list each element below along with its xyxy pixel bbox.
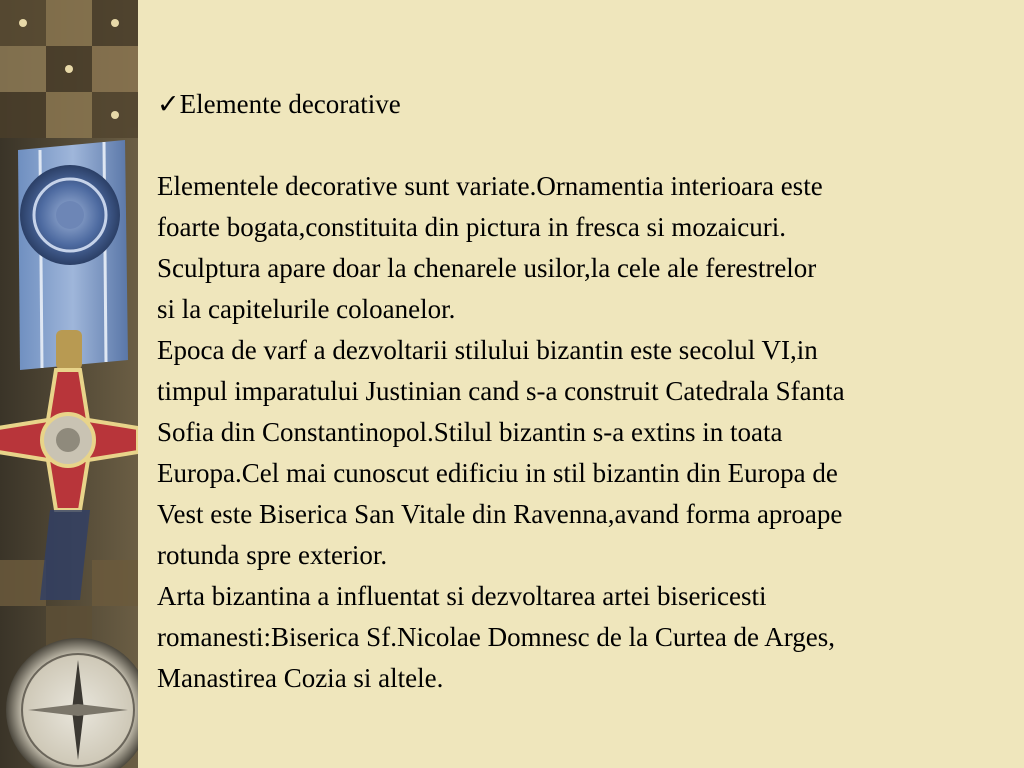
text-line: Epoca de varf a dezvoltarii stilului bizantin este secolul VI,in — [157, 335, 818, 365]
text-line: rotunda spre exterior. — [157, 540, 388, 570]
paragraph-romanian-influence — [157, 576, 1023, 699]
paragraph-byzantine-era — [157, 330, 1023, 576]
paragraph-ornamentation — [157, 166, 1023, 330]
text-line: timpul imparatului Justinian cand s-a construit Catedrala Sfanta — [157, 376, 845, 406]
text-line: Sofia din Constantinopol.Stilul bizantin s-a extins in toata — [157, 417, 783, 447]
slide-content — [157, 84, 1023, 699]
text-line: Sculptura apare doar la chenarele usilor,la cele ale ferestrelor — [157, 253, 817, 283]
text-line: Vest este Biserica San Vitale din Ravenna,avand forma aproape — [157, 499, 843, 529]
text-line: foarte bogata,constituita din pictura in fresca si mozaicuri. — [157, 212, 787, 242]
text-line: Manastirea Cozia si altele. — [157, 663, 444, 693]
text-line: Arta bizantina a influentat si dezvoltarea artei bisericesti — [157, 581, 767, 611]
checkmark-icon: ✓ — [157, 89, 180, 119]
heading-text: Elemente decorative — [179, 89, 401, 119]
text-line: Elementele decorative sunt variate.Ornamentia interioara este — [157, 171, 823, 201]
text-line: Europa.Cel mai cunoscut edificiu in stil bizantin din Europa de — [157, 458, 838, 488]
text-line: si la capitelurile coloanelor. — [157, 294, 456, 324]
decorative-medal-image — [0, 0, 138, 768]
slide-heading — [157, 84, 1023, 125]
text-line: romanesti:Biserica Sf.Nicolae Domnesc de la Curtea de Arges, — [157, 622, 836, 652]
